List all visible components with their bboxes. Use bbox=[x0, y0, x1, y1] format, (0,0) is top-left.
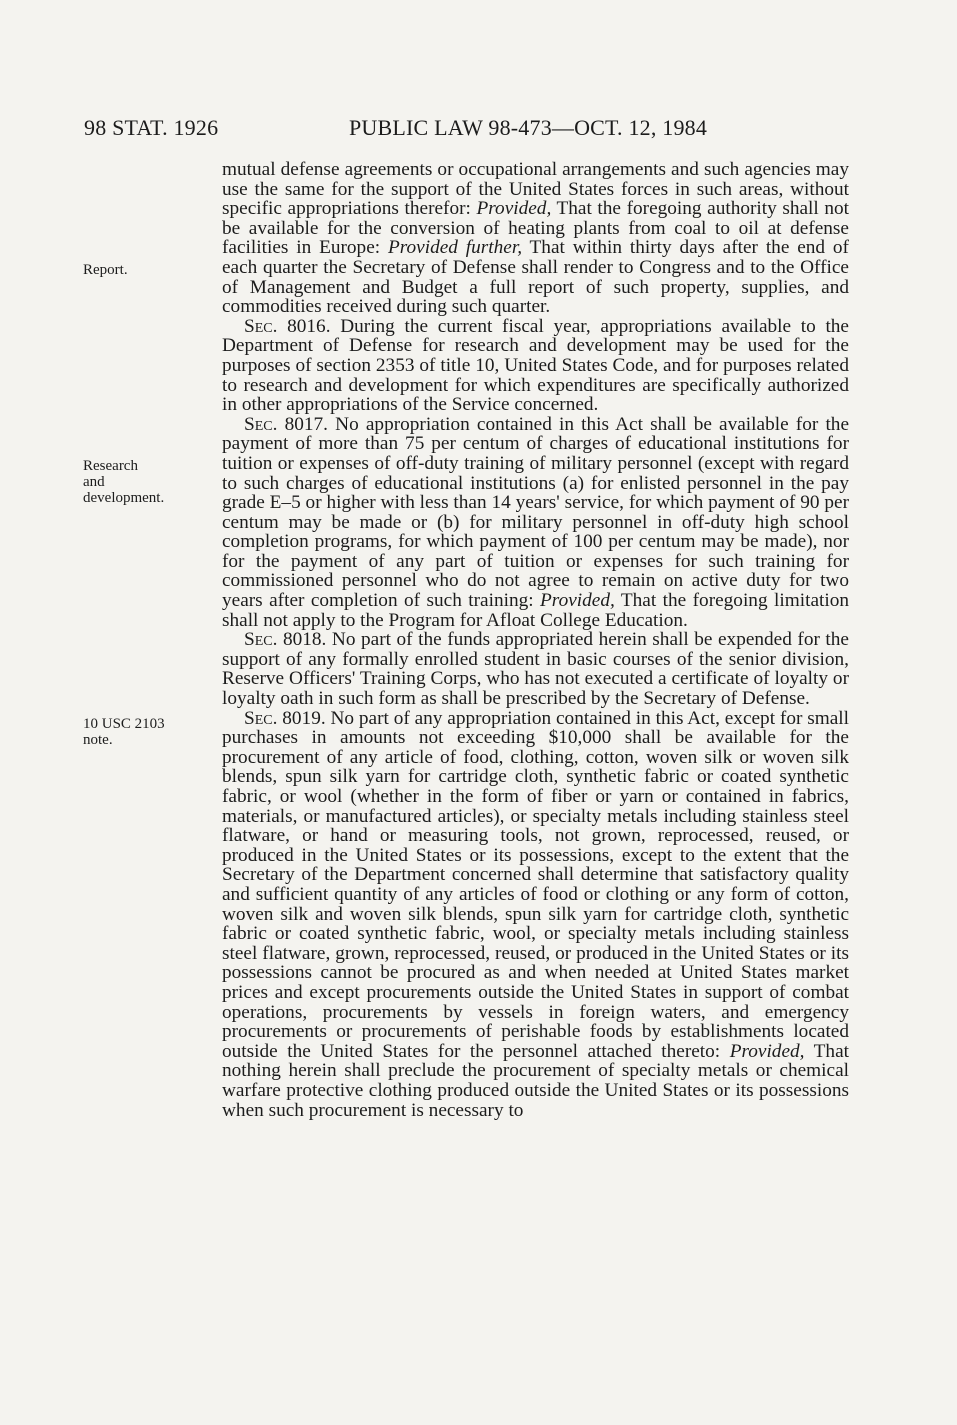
italic-provided: Provided, bbox=[476, 198, 552, 220]
statute-page-number: 98 STAT. 1926 bbox=[84, 115, 219, 140]
section-label: Sec. bbox=[244, 315, 278, 337]
italic-provided-further: Provided further, bbox=[387, 237, 523, 259]
text-run: That within thirty days after the end of each quarter the Secretary of Defense shall render to Congress and to the Office of Management and Budget a full report of such property, supplies, and commodities received during such quarter. bbox=[222, 237, 849, 318]
paragraph-continued bbox=[222, 160, 849, 317]
margin-note-report bbox=[83, 262, 128, 278]
text-run: That nothing herein shall preclude the procurement of specialty metals or chemical warfare protective clothing produced outside the United States or its possessions when such procurement is necessary to bbox=[222, 1040, 849, 1121]
text-run: 8018. No part of the funds appropriated herein shall be expended for the support of any formally enrolled student in basic courses of the senior division, Reserve Officers' Training Corps, who has not executed a certificate of loyalty or loyalty oath in such form as shall be prescribed by the Secretary of Defense. bbox=[222, 629, 849, 710]
margin-note-research-line2: and bbox=[83, 474, 105, 490]
section-8017 bbox=[222, 415, 849, 631]
margin-note-research-line3: development. bbox=[83, 490, 165, 506]
text-run: That the foregoing authority shall not be available for the conversion of heating plants from coal to oil at defense facilities in Europe: bbox=[222, 198, 849, 259]
text-run: 8019. No part of any appropriation contained in this Act, except for small purchases in amounts not exceeding $10,000 shall be available for the procurement of any article of food, clothing, cotton, woven silk or woven silk blends, spun silk yarn for cartridge cloth, synthetic fabric or coated synthetic fabric, or wool (whether in the form of fiber or yarn or contained in fabrics, materials, or manufactured articles), or specialty metals including stainless steel flatware, or hand or measuring tools, not grown, reprocessed, reused, or produced in the United States or its possessions, except to the extent that the Secretary of the Department concerned shall determine that satisfactory quality and sufficient quantity of any articles of food or clothing or any form of cotton, woven silk and woven silk blends, spun silk yarn for cartridge cloth, synthetic fabric or coated synthetic fabric, wool, or specialty metals including stainless steel flatware, grown, reprocessed, reused, or produced in the United States or its possessions cannot be procured as and when needed at United States market prices and except procurements outside the United States in support of combat operations, procurements by vessels in foreign waters, and emergency procurements or procurements of perishable foods by establishments located outside the United States for the personnel attached thereto: bbox=[222, 707, 849, 1062]
text-run: 8016. During the current fiscal year, appropriations available to the Department of Defense for research and development may be used for the purposes of section 2353 of title 10, United States Code, and for purposes related to research and development for which expenditures are specifically authorized in other appropriations of the Service concerned. bbox=[222, 315, 849, 416]
italic-provided: Provided, bbox=[540, 590, 615, 612]
margin-note-research-line1: Research bbox=[83, 458, 138, 474]
margin-note-research bbox=[83, 458, 164, 506]
text-run: mutual defense agreements or occupational arrangements and such agencies may use the same for the support of the United States forces in such areas, without specific appropriations therefor: bbox=[222, 159, 849, 220]
section-label: Sec. bbox=[244, 629, 278, 651]
margin-note-report-text: Report. bbox=[83, 262, 128, 278]
section-8016 bbox=[222, 317, 849, 415]
running-header-title: PUBLIC LAW 98-473—OCT. 12, 1984 bbox=[349, 115, 708, 140]
statute-body bbox=[222, 160, 849, 1120]
text-run: That the foregoing limitation shall not apply to the Program for Afloat College Education. bbox=[222, 590, 849, 631]
section-label: Sec. bbox=[244, 707, 278, 729]
italic-provided: Provided, bbox=[729, 1040, 805, 1062]
margin-note-usc bbox=[83, 716, 165, 748]
margin-note-usc-line1: 10 USC 2103 bbox=[83, 716, 165, 732]
section-8018 bbox=[222, 630, 849, 708]
text-run: 8017. No appropriation contained in this Act shall be available for the payment of more than 75 per centum of charges of educational institutions for tuition or expenses of off-duty training of military personnel (except with regard to such charges of educational institutions (a) for enlisted personnel in the pay grade E–5 or higher with less than 14 years' service, for which payment of 90 per centum may be made or (b) for military personnel in off-duty high school completion programs, for which payment of 100 per centum may be made), nor for the payment of any part of tuition or expenses for such training for commissioned personnel who do not agree to remain on active duty for two years after completion of such training: bbox=[222, 413, 849, 612]
section-8019 bbox=[222, 709, 849, 1120]
margin-note-usc-line2: note. bbox=[83, 732, 113, 748]
section-label: Sec. bbox=[244, 413, 278, 435]
